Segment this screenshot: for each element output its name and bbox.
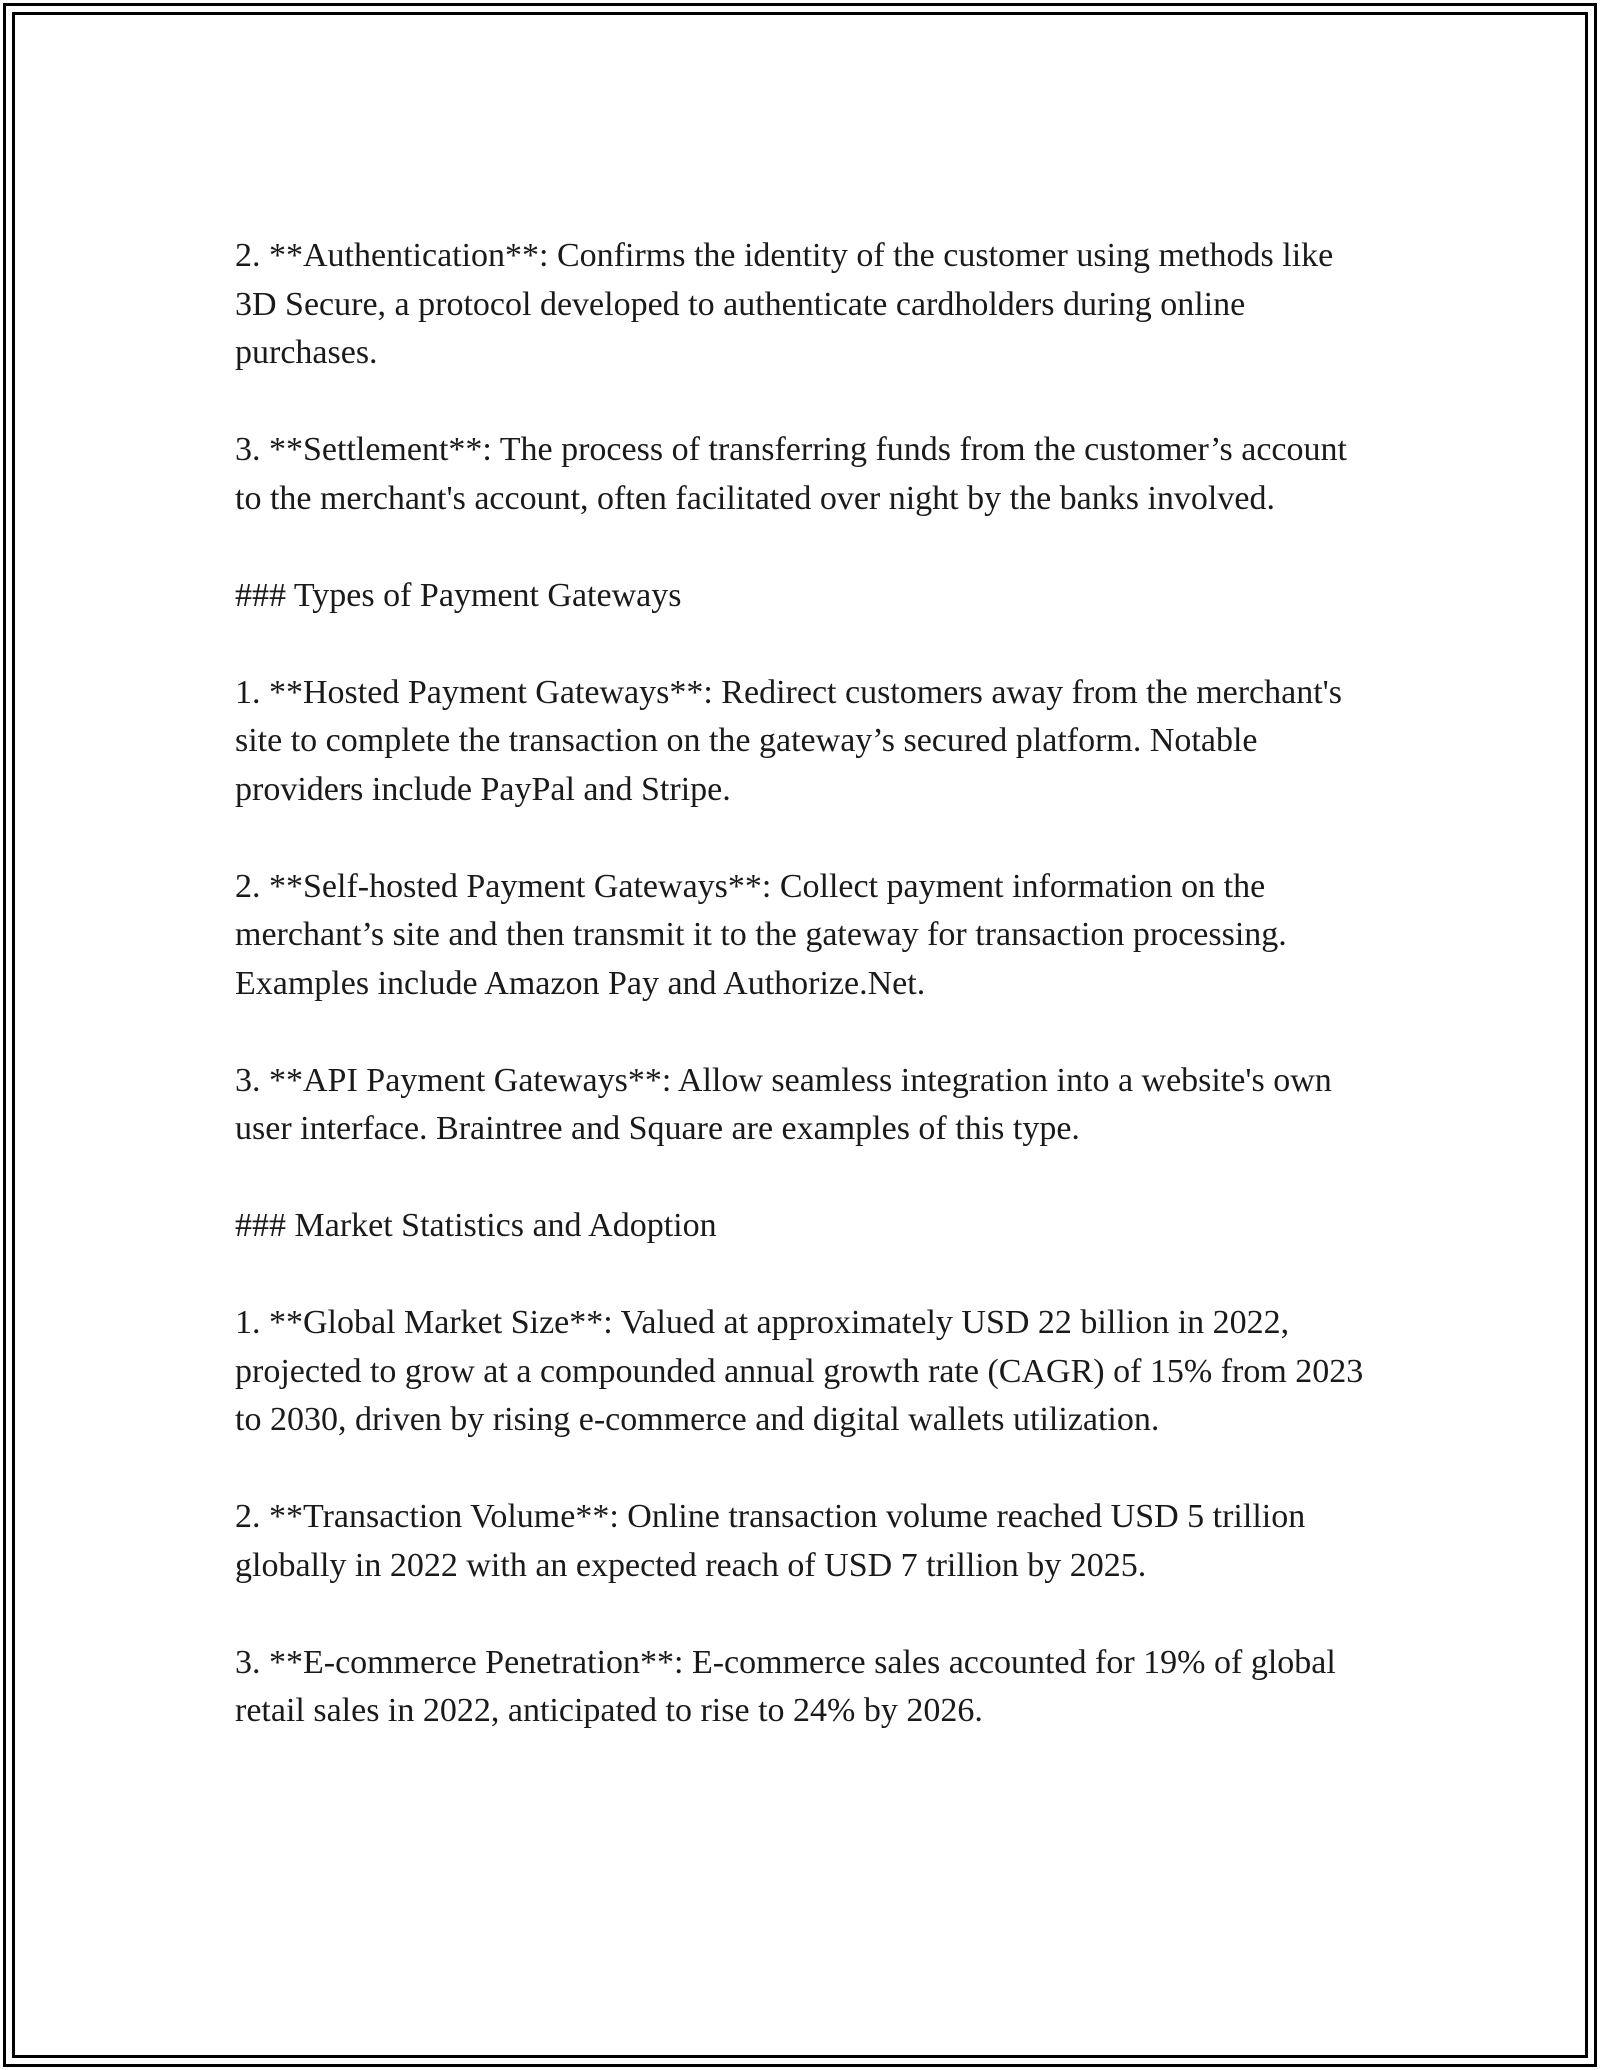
heading-types-of-payment-gateways: ### Types of Payment Gateways <box>235 576 682 614</box>
paragraph-self-hosted-gateways: 2. **Self-hosted Payment Gateways**: Collect payment information on the merchant’s site and then transmit it to the gateway for transaction processing. Examples include Amazon Pay and Authorize.Net. <box>235 867 1287 1002</box>
heading-market-statistics: ### Market Statistics and Adoption <box>235 1207 717 1244</box>
paragraph-global-market-size: 1. **Global Market Size**: Valued at approximately USD 22 billion in 2022, projected to grow at a compounded annual growth rate (CAGR) of 15% from 2023 to 2030, driven by rising e-commerce and digital wallets utilization. <box>235 1304 1364 1438</box>
paragraph-settlement: 3. **Settlement**: The process of transferring funds from the customer’s account to the merchant's account, often facilitated over night by the banks involved. <box>235 431 1347 517</box>
paragraph-ecommerce-penetration: 3. **E-commerce Penetration**: E-commerce sales accounted for 19% of global retail sales in 2022, anticipated to rise to 24% by 2026. <box>235 1643 1336 1729</box>
paragraph-api-gateways: 3. **API Payment Gateways**: Allow seamless integration into a website's own user interface. Braintree and Square are examples of this type. <box>235 1061 1332 1147</box>
paragraph-transaction-volume: 2. **Transaction Volume**: Online transaction volume reached USD 5 trillion globally in 2022 with an expected reach of USD 7 trillion by 2025. <box>235 1498 1306 1584</box>
document-body <box>235 232 1375 1736</box>
paragraph-authentication: 2. **Authentication**: Confirms the identity of the customer using methods like 3D Secure, a protocol developed to authenticate cardholders during online purchases. <box>235 237 1334 371</box>
paragraph-hosted-gateways: 1. **Hosted Payment Gateways**: Redirect customers away from the merchant's site to complete the transaction on the gateway’s secured platform. Notable providers include PayPal and Stripe. <box>235 673 1343 808</box>
